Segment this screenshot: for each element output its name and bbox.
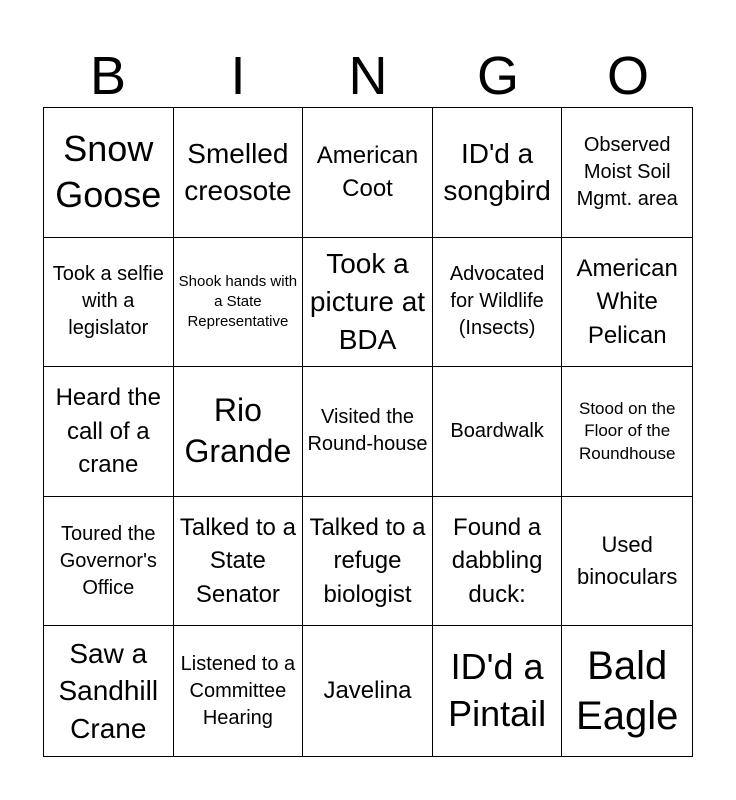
- cell-label: Took a picture at BDA: [309, 248, 426, 355]
- bingo-cell-american-coot[interactable]: [303, 108, 433, 238]
- header-letter-g: G: [476, 46, 519, 106]
- cell-label: American Coot: [316, 141, 419, 203]
- cell-label: Talked to a State Senator: [179, 513, 296, 608]
- cell-label: Saw a Sandhill Crane: [58, 637, 159, 745]
- cell-label: Boardwalk: [450, 419, 544, 442]
- bingo-cell-stood-floor[interactable]: [562, 367, 692, 497]
- cell-label: Listened to a Committee Hearing: [180, 652, 296, 729]
- bingo-cell-selfie-legislator[interactable]: [44, 238, 174, 368]
- bingo-header: [43, 46, 693, 106]
- bingo-cell-shook-hands[interactable]: [174, 238, 304, 368]
- cell-label: Advocated for Wildlife (Insects): [449, 263, 545, 340]
- cell-label: ID'd a Pintail: [448, 646, 547, 735]
- bingo-cell-rio-grande[interactable]: [174, 367, 304, 497]
- bingo-cell-governors-office[interactable]: [44, 497, 174, 627]
- bingo-cell-sandhill-crane[interactable]: [44, 626, 174, 756]
- bingo-cell-visited-roundhouse[interactable]: [303, 367, 433, 497]
- header-letter-n: N: [348, 46, 388, 106]
- bingo-cell-javelina[interactable]: [303, 626, 433, 756]
- bingo-cell-pintail[interactable]: [433, 626, 563, 756]
- cell-label: Observed Moist Soil Mgmt. area: [576, 133, 678, 210]
- cell-label: American White Pelican: [576, 254, 678, 349]
- header-letter-o: O: [606, 46, 649, 106]
- cell-label: Visited the Round-house: [307, 406, 428, 456]
- bingo-cell-state-senator[interactable]: [174, 497, 304, 627]
- bingo-cell-snow-goose[interactable]: [44, 108, 174, 238]
- cell-label: Snow Goose: [55, 127, 162, 216]
- cell-label: Toured the Governor's Office: [59, 522, 157, 599]
- cell-label: Used binoculars: [577, 532, 678, 590]
- cell-label: Heard the call of a crane: [55, 384, 161, 479]
- cell-label: Talked to a refuge biologist: [309, 513, 426, 608]
- bingo-cell-binoculars[interactable]: [562, 497, 692, 627]
- cell-label: Found a dabbling duck:: [451, 513, 543, 608]
- cell-label: Javelina: [323, 677, 412, 705]
- bingo-cell-committee-hearing[interactable]: [174, 626, 304, 756]
- bingo-cell-moist-soil[interactable]: [562, 108, 692, 238]
- bingo-cell-smelled-creosote[interactable]: [174, 108, 304, 238]
- cell-label: Rio Grande: [184, 391, 292, 470]
- bingo-cell-refuge-biologist[interactable]: [303, 497, 433, 627]
- cell-label: Bald Eagle: [576, 644, 679, 739]
- header-letter-b: B: [89, 46, 127, 106]
- bingo-cell-bald-eagle[interactable]: [562, 626, 692, 756]
- bingo-cell-advocated-wildlife[interactable]: [433, 238, 563, 368]
- cell-label: Stood on the Floor of the Roundhouse: [578, 399, 676, 463]
- header-letter-i: I: [230, 46, 246, 106]
- bingo-cell-crane-call[interactable]: [44, 367, 174, 497]
- bingo-board: [43, 107, 693, 757]
- cell-label: Took a selfie with a legislator: [52, 263, 164, 340]
- bingo-cell-white-pelican[interactable]: [562, 238, 692, 368]
- bingo-cell-songbird[interactable]: [433, 108, 563, 238]
- bingo-cell-boardwalk[interactable]: [433, 367, 563, 497]
- cell-label: Smelled creosote: [184, 137, 292, 207]
- cell-label: ID'd a songbird: [443, 137, 551, 207]
- bingo-cell-dabbling-duck[interactable]: [433, 497, 563, 627]
- bingo-cell-picture-bda[interactable]: [303, 238, 433, 368]
- cell-label: Shook hands with a State Representative: [178, 272, 298, 331]
